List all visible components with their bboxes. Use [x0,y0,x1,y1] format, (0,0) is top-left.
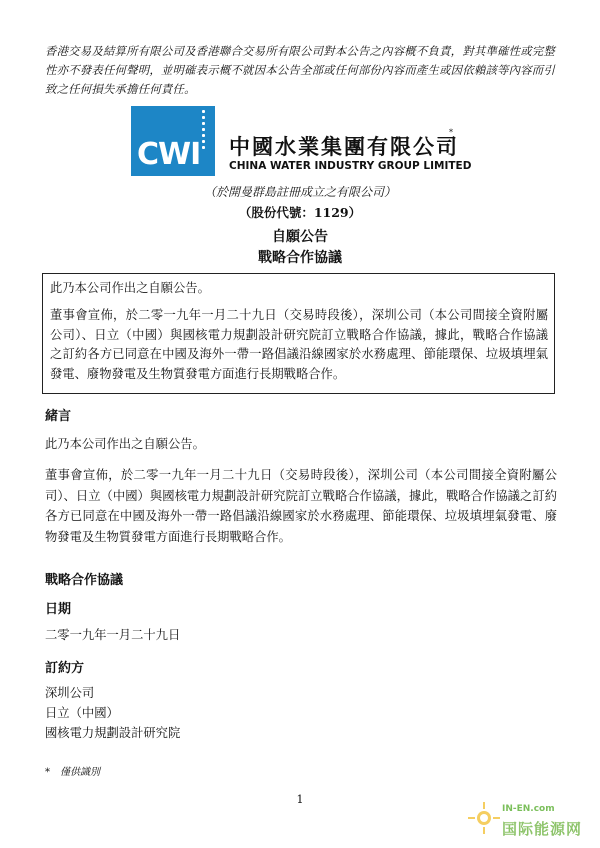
sun-logo-icon [466,800,502,836]
agreement-heading: 戰略合作協議 [45,573,124,588]
company-name-en: CHINA WATER INDUSTRY GROUP LIMITED [229,160,472,172]
page-number: 1 [296,793,304,806]
intro-paragraph: 董事會宣佈，於二零一九年一月二十九日（交易時段後），深圳公司（本公司間接全資附屬公司）、日立（中國）與國核電力規劃設計研究院訂立戰略合作協議，據此，戰略合作協議之訂約各方已同意在中國及海外一帶一路倡議沿線國家於水務處理、節能環保、垃圾填埋氣發電、廢物發電及生物質發電方面進行長期戰略合作。 [45,468,557,544]
watermark-name: 国际能源网 [502,820,583,838]
intro-heading: 緒言 [45,409,72,424]
parties-heading: 訂約方 [45,661,85,676]
intro-line: 此乃本公司作出之自願公告。 [45,437,205,451]
incorporation-note: （於開曼群島註冊成立之有限公司） [203,185,396,199]
watermark [466,796,596,844]
party-item: 國核電力規劃設計研究院 [45,726,181,740]
summary-box [42,273,555,394]
party-item: 深圳公司 [45,686,95,700]
disclaimer: 香港交易及結算所有限公司及香港聯合交易所有限公司對本公告之內容概不負責，對其準確性或完整性亦不發表任何聲明，並明確表示概不就因本公告全部或任何部份內容而產生或因依賴該等內容而引致之任何損失承擔任何責任。 [45,44,555,96]
registered-mark: * [449,128,453,137]
summary-paragraph: 董事會宣佈，於二零一九年一月二十九日（交易時段後），深圳公司（本公司間接全資附屬公司）、日立（中國）與國核電力規劃設計研究院訂立戰略合作協議，據此，戰略合作協議之訂約各方已同意在中國及海外一帶一路倡議沿線國家於水務處理、節能環保、垃圾填埋氣發電、廢物發電及生物質發電方面進行長期戰略合作。 [50,308,548,381]
cwi-logo [131,106,215,176]
footnote: * 僅供識別 [45,767,100,778]
watermark-url: IN-EN.com [502,804,555,814]
date-value: 二零一九年一月二十九日 [45,628,181,642]
announcement-title: 自願公告 [272,229,328,245]
date-heading: 日期 [45,602,72,617]
summary-intro-line: 此乃本公司作出之自願公告。 [50,281,210,295]
logo-dots-icon [202,110,206,152]
party-item: 日立（中國） [45,706,119,720]
stock-code: （股份代號：1129） [238,205,362,220]
announcement-subtitle: 戰略合作協議 [258,250,342,266]
logo-text: CWI [137,137,201,172]
company-name-cn: 中國水業集團有限公司 [229,135,459,159]
